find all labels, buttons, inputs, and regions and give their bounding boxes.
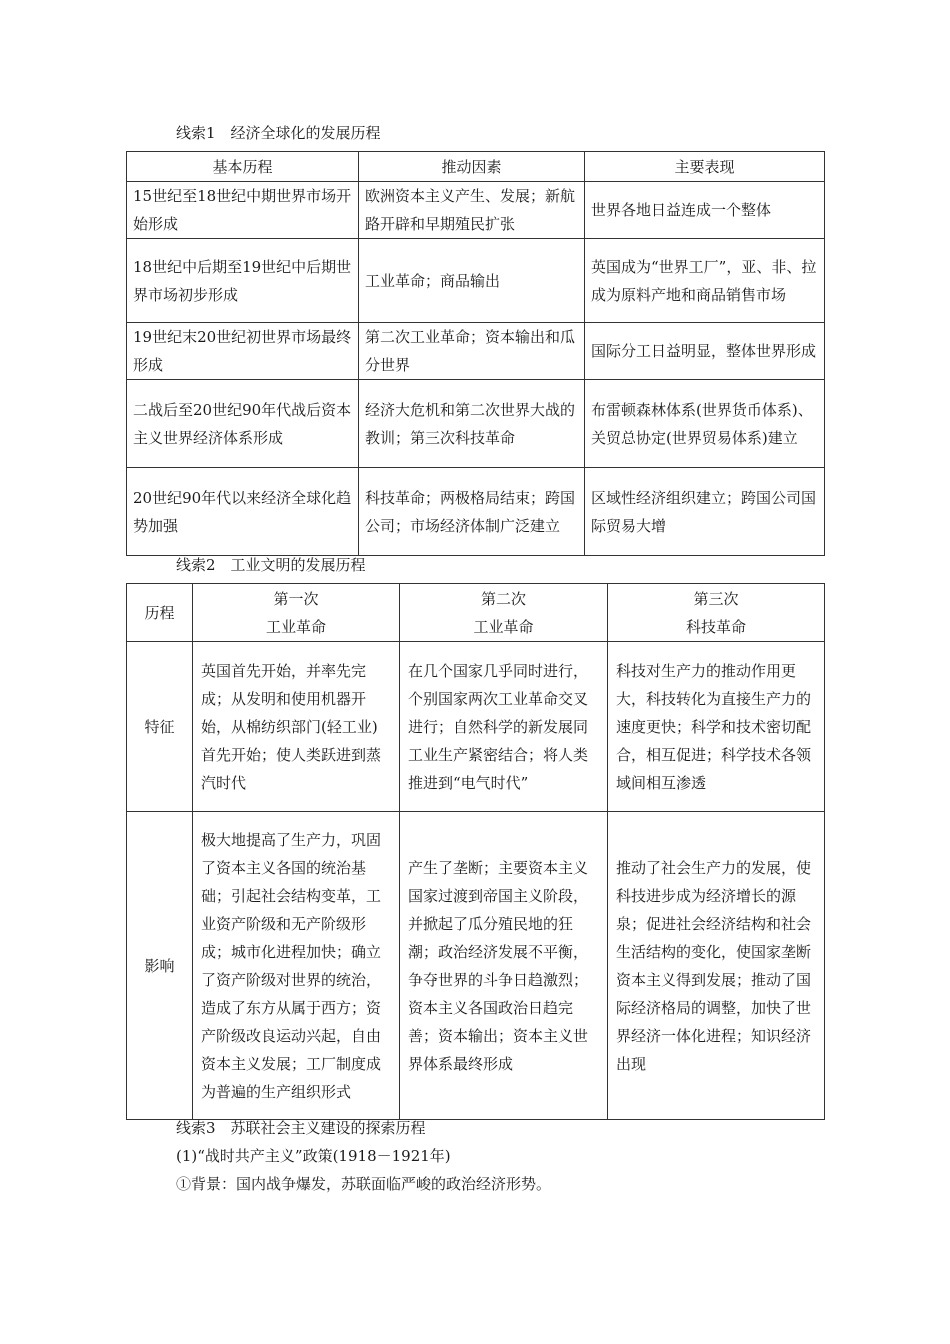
col-header-line2: 工业革命 — [265, 617, 326, 636]
globalization-table — [126, 151, 825, 556]
col-header-line1: 第三次 — [693, 589, 739, 608]
table-cell: 20世纪90年代以来经济全球化趋势加强 — [127, 468, 359, 556]
corner-header: 历程 — [127, 584, 193, 642]
table-cell: 18世纪中后期至19世纪中后期世界市场初步形成 — [127, 239, 359, 323]
table-cell: 区域性经济组织建立；跨国公司国际贸易大增 — [585, 468, 825, 556]
table-cell: 在几个国家几乎同时进行，个别国家两次工业革命交叉进行；自然科学的新发展同工业生产紧密结合；将人类推进到“电气时代” — [400, 642, 608, 812]
row-label: 特征 — [127, 642, 193, 812]
section2-heading: 线索2 工业文明的发展历程 — [176, 556, 366, 574]
col-header: 主要表现 — [585, 152, 825, 182]
table-cell: 极大地提高了生产力，巩固了资本主义各国的统治基础；引起社会结构变革，工业资产阶级和无产阶级形成；城市化进程加快；确立了资产阶级对世界的统治，造成了东方从属于西方；资产阶级改良运动兴起，自由资本主义发展；工厂制度成为普遍的生产组织形式 — [193, 812, 400, 1120]
table-row — [127, 468, 825, 556]
table-cell: 经济大危机和第二次世界大战的教训；第三次科技革命 — [359, 380, 585, 468]
section3-paragraph: (1)“战时共产主义”政策(1918－1921年) — [176, 1147, 451, 1165]
section1-heading: 线索1 经济全球化的发展历程 — [176, 124, 381, 142]
col-header — [608, 584, 825, 642]
table-cell: 第二次工业革命；资本输出和瓜分世界 — [359, 323, 585, 380]
section3-paragraph: ①背景：国内战争爆发，苏联面临严峻的政治经济形势。 — [176, 1175, 552, 1193]
table-cell: 布雷顿森林体系(世界货币体系)、关贸总协定(世界贸易体系)建立 — [585, 380, 825, 468]
col-header-line1: 第一次 — [273, 589, 319, 608]
table-cell: 19世纪末20世纪初世界市场最终形成 — [127, 323, 359, 380]
table-cell: 欧洲资本主义产生、发展；新航路开辟和早期殖民扩张 — [359, 182, 585, 239]
section3-heading: 线索3 苏联社会主义建设的探索历程 — [176, 1119, 426, 1137]
col-header-line1: 第二次 — [480, 589, 526, 608]
col-header: 推动因素 — [359, 152, 585, 182]
col-header-line2: 工业革命 — [473, 617, 534, 636]
table-row — [127, 642, 825, 812]
table-row — [127, 812, 825, 1120]
table-row — [127, 239, 825, 323]
table-cell: 英国首先开始，并率先完成；从发明和使用机器开始，从棉纺织部门(轻工业)首先开始；使人类跃进到蒸汽时代 — [193, 642, 400, 812]
col-header: 基本历程 — [127, 152, 359, 182]
row-label: 影响 — [127, 812, 193, 1120]
table-cell: 15世纪至18世纪中期世界市场开始形成 — [127, 182, 359, 239]
table-cell: 科技对生产力的推动作用更大，科技转化为直接生产力的速度更快；科学和技术密切配合，相互促进；科学技术各领域间相互渗透 — [608, 642, 825, 812]
table-cell: 国际分工日益明显，整体世界形成 — [585, 323, 825, 380]
table-cell: 产生了垄断；主要资本主义国家过渡到帝国主义阶段，并掀起了瓜分殖民地的狂潮；政治经济发展不平衡，争夺世界的斗争日趋激烈；资本主义各国政治日趋完善；资本输出；资本主义世界体系最终形成 — [400, 812, 608, 1120]
table-row — [127, 182, 825, 239]
table-row — [127, 380, 825, 468]
table-cell: 英国成为“世界工厂”，亚、非、拉成为原料产地和商品销售市场 — [585, 239, 825, 323]
col-header — [193, 584, 400, 642]
industrial-civilization-table — [126, 583, 825, 1120]
table-cell: 推动了社会生产力的发展，使科技进步成为经济增长的源泉；促进社会经济结构和社会生活结构的变化，使国家垄断资本主义得到发展；推动了国际经济格局的调整，加快了世界经济一体化进程；知识经济出现 — [608, 812, 825, 1120]
table-row — [127, 323, 825, 380]
col-header — [400, 584, 608, 642]
table-cell: 科技革命；两极格局结束；跨国公司；市场经济体制广泛建立 — [359, 468, 585, 556]
table-cell: 二战后至20世纪90年代战后资本主义世界经济体系形成 — [127, 380, 359, 468]
table-cell: 世界各地日益连成一个整体 — [585, 182, 825, 239]
col-header-line2: 科技革命 — [685, 617, 746, 636]
table-cell: 工业革命；商品输出 — [359, 239, 585, 323]
